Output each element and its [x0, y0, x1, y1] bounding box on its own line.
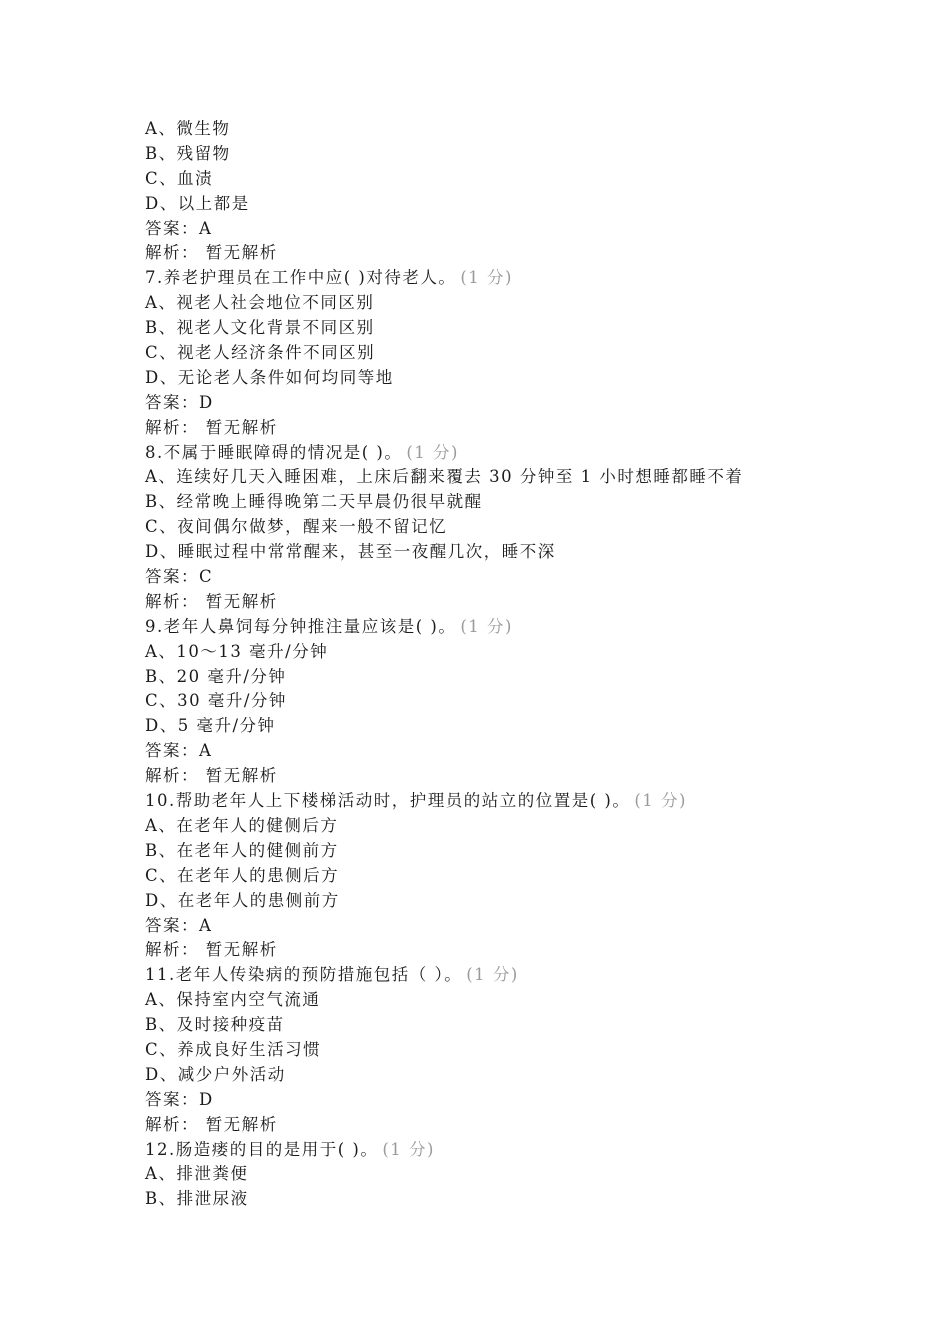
option-line [145, 167, 935, 192]
answer-line [145, 217, 935, 242]
analysis-line [145, 590, 935, 615]
answer-line-text: 答案：D [145, 1089, 214, 1109]
analysis-line [145, 416, 935, 441]
option-line [145, 864, 935, 889]
score-label: (1 分) [466, 965, 519, 985]
question-line-text: 12.肠造瘘的目的是用于( )。 [145, 1139, 379, 1159]
option-line [145, 291, 935, 316]
option-line [145, 814, 935, 839]
analysis-line [145, 938, 935, 963]
option-line [145, 1162, 935, 1187]
option-line-text: A、10～13 毫升/分钟 [145, 641, 329, 661]
option-line [145, 714, 935, 739]
option-line-text: D、以上都是 [145, 193, 250, 213]
option-line-text: C、养成良好生活习惯 [145, 1039, 322, 1059]
option-line-text: A、连续好几天入睡困难，上床后翻来覆去 30 分钟至 1 小时想睡都睡不着 [145, 467, 744, 487]
analysis-line [145, 241, 935, 266]
question-line [145, 789, 935, 814]
option-line [145, 1187, 935, 1212]
option-line-text: A、在老年人的健侧后方 [145, 815, 339, 835]
option-line [145, 117, 935, 142]
analysis-line-text: 解析： 暂无解析 [145, 1114, 278, 1134]
analysis-line-text: 解析： 暂无解析 [145, 591, 278, 611]
question-line-text: 10.帮助老年人上下楼梯活动时，护理员的站立的位置是( )。 [145, 791, 631, 811]
question-line-text: 11.老年人传染病的预防措施包括（ ）。 [145, 965, 463, 985]
analysis-line-text: 解析： 暂无解析 [145, 243, 278, 263]
option-line [145, 142, 935, 167]
question-line [145, 615, 935, 640]
option-line [145, 1038, 935, 1063]
option-line [145, 515, 935, 540]
score-label: (1 分) [634, 791, 687, 811]
answer-line [145, 739, 935, 764]
option-line [145, 839, 935, 864]
option-line [145, 341, 935, 366]
option-line-text: C、血渍 [145, 168, 214, 188]
option-line-text: B、排泄尿液 [145, 1189, 249, 1209]
analysis-line-text: 解析： 暂无解析 [145, 940, 278, 960]
score-label: (1 分) [382, 1139, 435, 1159]
option-line-text: C、30 毫升/分钟 [145, 691, 287, 711]
analysis-line-text: 解析： 暂无解析 [145, 417, 278, 437]
option-line-text: D、减少户外活动 [145, 1064, 286, 1084]
option-line-text: D、睡眠过程中常常醒来，甚至一夜醒几次，睡不深 [145, 542, 556, 562]
option-line-text: A、微生物 [145, 119, 231, 138]
option-line [145, 988, 935, 1013]
answer-line [145, 565, 935, 590]
option-line [145, 192, 935, 217]
score-label: (1 分) [460, 268, 513, 288]
answer-line [145, 1088, 935, 1113]
option-line-text: D、在老年人的患侧前方 [145, 890, 340, 910]
option-line [145, 1063, 935, 1088]
question-line [145, 1138, 935, 1163]
option-line [145, 540, 935, 565]
option-line-text: B、及时接种疫苗 [145, 1015, 285, 1035]
option-line-text: B、经常晚上睡得晚第二天早晨仍很早就醒 [145, 492, 483, 512]
analysis-line [145, 1113, 935, 1138]
option-line [145, 1013, 935, 1038]
option-line-text: D、5 毫升/分钟 [145, 716, 276, 736]
option-line [145, 665, 935, 690]
option-line-text: B、视老人文化背景不同区别 [145, 318, 375, 338]
question-line-text: 7.养老护理员在工作中应( )对待老人。 [145, 268, 457, 288]
option-line-text: D、无论老人条件如何均同等地 [145, 367, 394, 387]
answer-line-text: 答案：A [145, 915, 213, 935]
option-line-text: C、夜间偶尔做梦，醒来一般不留记忆 [145, 517, 448, 537]
option-line-text: A、排泄粪便 [145, 1164, 249, 1184]
option-line-text: B、残留物 [145, 143, 231, 163]
option-line-text: B、在老年人的健侧前方 [145, 840, 339, 860]
option-line-text: C、视老人经济条件不同区别 [145, 343, 376, 363]
question-line [145, 266, 935, 291]
question-line-text: 8.不属于睡眠障碍的情况是( )。 [145, 442, 403, 462]
question-line-text: 9.老年人鼻饲每分钟推注量应该是( )。 [145, 616, 457, 636]
answer-line-text: 答案：C [145, 567, 214, 587]
answer-line-text: 答案：A [145, 218, 213, 238]
option-line [145, 366, 935, 391]
option-line-text: A、视老人社会地位不同区别 [145, 293, 375, 313]
question-line [145, 963, 935, 988]
option-line [145, 640, 935, 665]
answer-line-text: 答案：A [145, 741, 213, 761]
document-body [145, 117, 935, 1212]
score-label: (1 分) [406, 442, 459, 462]
option-line-text: C、在老年人的患侧后方 [145, 865, 340, 885]
analysis-line [145, 764, 935, 789]
answer-line [145, 391, 935, 416]
answer-line-text: 答案：D [145, 392, 214, 412]
option-line [145, 465, 935, 490]
option-line [145, 316, 935, 341]
option-line [145, 490, 935, 515]
option-line [145, 689, 935, 714]
analysis-line-text: 解析： 暂无解析 [145, 766, 278, 786]
answer-line [145, 914, 935, 939]
option-line-text: A、保持室内空气流通 [145, 990, 321, 1010]
option-line [145, 889, 935, 914]
score-label: (1 分) [460, 616, 513, 636]
question-line [145, 441, 935, 466]
option-line-text: B、20 毫升/分钟 [145, 666, 287, 686]
